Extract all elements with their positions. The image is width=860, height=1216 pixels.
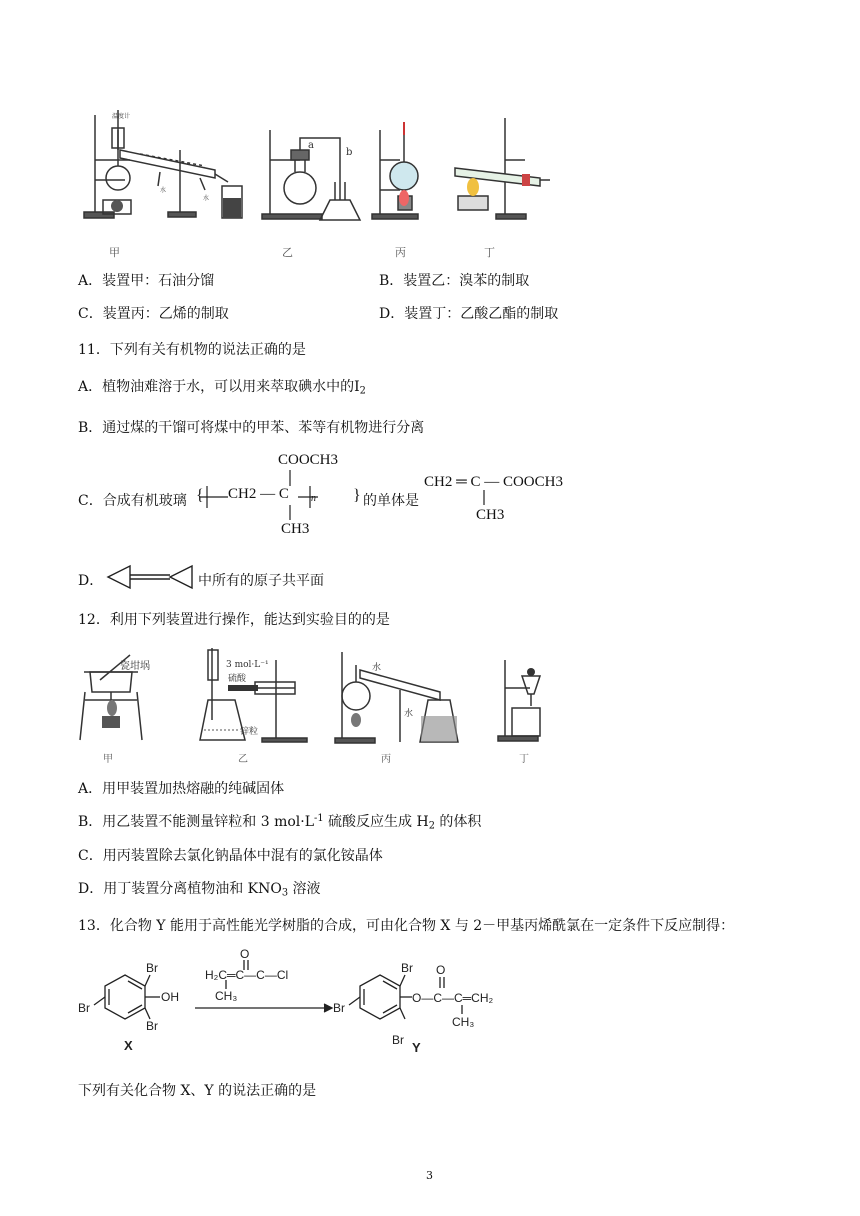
svg-text:O—C—C═CH₂: O—C—C═CH₂ bbox=[412, 991, 494, 1005]
monomer-bottom: CH3 bbox=[476, 507, 505, 523]
svg-text:X: X bbox=[124, 1038, 133, 1053]
q11-option-a: A．植物油难溶于水，可以用来萃取碘水中的$I_2$ bbox=[78, 379, 366, 397]
q12-option-d: D．用丁装置分离植物油和 $KNO_3$ 溶液 bbox=[78, 881, 321, 899]
q12-option-c: C．用丙装置除去氯化钠晶体中混有的氯化铵晶体 bbox=[78, 848, 383, 864]
q11-option-c-prefix: C．合成有机玻璃 bbox=[78, 493, 187, 509]
svg-text:CH₃: CH₃ bbox=[215, 989, 238, 1003]
q10-option-b: B．装置乙：溴苯的制取 bbox=[379, 273, 530, 289]
q12-option-a: A．用甲装置加热熔融的纯碱固体 bbox=[78, 781, 285, 797]
svg-text:Br: Br bbox=[146, 961, 158, 975]
crucible-label: 瓷坩埚 bbox=[120, 661, 150, 672]
svg-text:Br: Br bbox=[78, 1001, 90, 1015]
polymer-bottom: CH3 bbox=[281, 521, 310, 537]
q13-stem: 13．化合物 Y 能用于高性能光学树脂的合成，可由化合物 X 与 2－甲基丙烯酰氯在一定条件下反应制得： bbox=[78, 918, 735, 934]
svg-text:O: O bbox=[240, 947, 250, 961]
q12-stem: 12．利用下列装置进行操作，能达到实验目的的是 bbox=[78, 612, 390, 628]
monomer-main: CH2 ═ C — COOCH3 bbox=[424, 474, 563, 490]
figure-label-ding: 丁 bbox=[484, 246, 495, 259]
svg-text:CH₃: CH₃ bbox=[452, 1015, 475, 1029]
q10-option-d: D．装置丁：乙酸乙酯的制取 bbox=[379, 306, 559, 322]
q10-option-c: C．装置丙：乙烯的制取 bbox=[78, 306, 229, 322]
svg-text:Y: Y bbox=[412, 1040, 421, 1055]
svg-text:Br: Br bbox=[401, 961, 413, 975]
svg-text:a: a bbox=[308, 140, 314, 151]
svg-text:b: b bbox=[346, 147, 353, 158]
polymer-main: CH2 — C bbox=[228, 486, 289, 502]
thermometer-label: 温度计 bbox=[112, 113, 131, 120]
figure-label-yi: 乙 bbox=[282, 246, 293, 259]
svg-text:水: 水 bbox=[160, 187, 167, 194]
polymer-top: COOCH3 bbox=[278, 452, 339, 468]
svg-text:水: 水 bbox=[203, 195, 210, 202]
svg-text:Br: Br bbox=[392, 1033, 404, 1047]
figure-label-bing: 丙 bbox=[395, 246, 406, 259]
svg-text:Br: Br bbox=[146, 1019, 158, 1033]
svg-text:OH: OH bbox=[161, 990, 179, 1004]
q10-option-a: A．装置甲：石油分馏 bbox=[78, 273, 215, 289]
q11-option-b: B．通过煤的干馏可将煤中的甲苯、苯等有机物进行分离 bbox=[78, 420, 425, 436]
svg-text:O: O bbox=[436, 963, 446, 977]
q11-stem: 11．下列有关有机物的说法正确的是 bbox=[78, 342, 306, 358]
polymer-n: n bbox=[311, 493, 316, 504]
q12-option-b: B．用乙装置不能测量锌粒和 3 $mol\cdot L^{-1}$ 硫酸反应生成 $H_2$ 的体积 bbox=[78, 813, 482, 832]
svg-text:H₂C═C—C—Cl: H₂C═C—C—Cl bbox=[205, 968, 289, 982]
svg-text:Br: Br bbox=[333, 1001, 345, 1015]
figure-label-jia: 甲 bbox=[109, 246, 120, 259]
page-number: 3 bbox=[426, 1169, 433, 1182]
q11-option-d-prefix: D． bbox=[78, 573, 104, 589]
q13-followup: 下列有关化合物 X、Y 的说法正确的是 bbox=[78, 1083, 317, 1099]
q11-option-c-mid: 的单体是 bbox=[363, 493, 419, 509]
q11-option-d-suffix: 中所有的原子共平面 bbox=[198, 573, 324, 589]
